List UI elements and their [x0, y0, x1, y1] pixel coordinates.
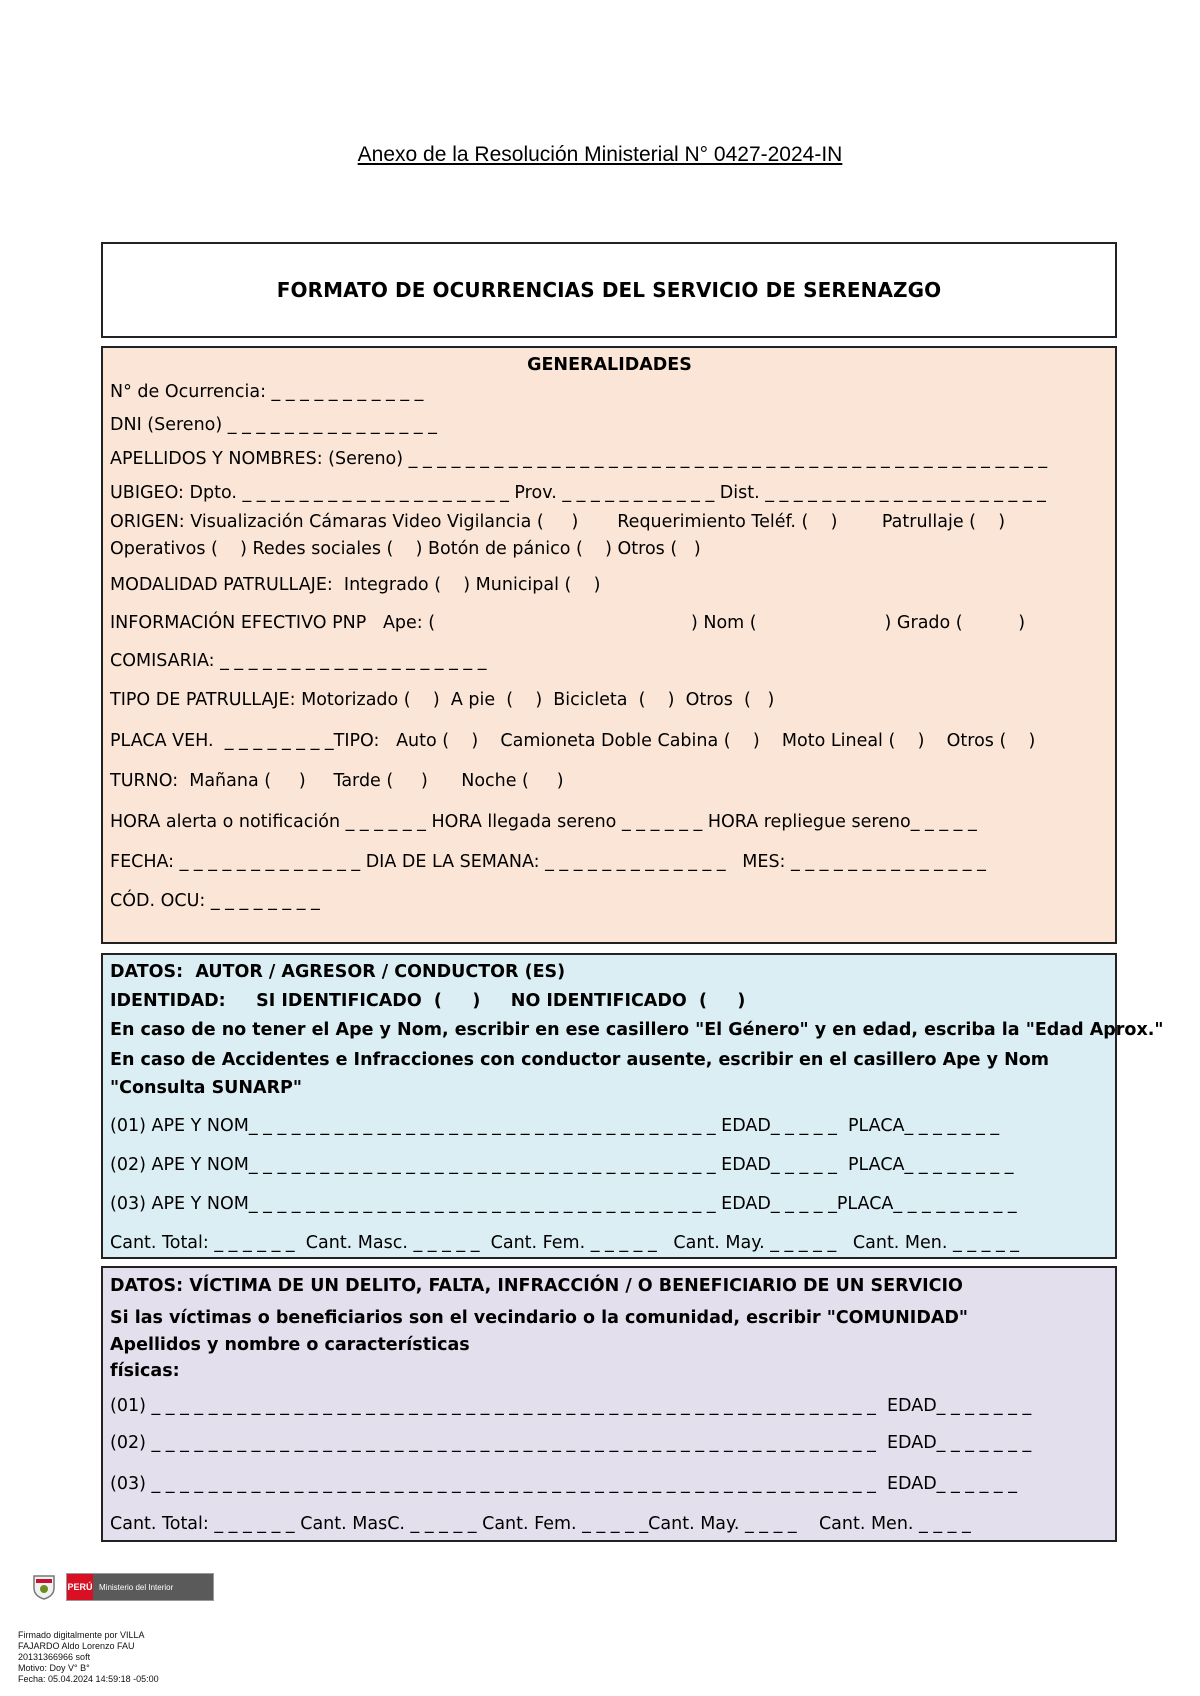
field-informacion-efectivo-pnp[interactable]: INFORMACIÓN EFECTIVO PNP Ape: ( ) Nom ( ) Grado ( ) [110, 613, 1026, 633]
section-victima [101, 1266, 1117, 1542]
ministry-banner [66, 1573, 214, 1601]
autor-row-01[interactable]: (01) APE Y NOM_ _ _ _ _ _ _ _ _ _ _ _ _ _ _ _ _ _ _ _ _ _ _ _ _ _ _ _ _ _ _ _ _ EDAD_ _ _ _ _ PLACA_ _ _ _ _ _ _ [110, 1116, 1000, 1136]
section-autor [101, 953, 1164, 1259]
form-title: FORMATO DE OCURRENCIAS DEL SERVICIO DE SERENAZGO [276, 278, 942, 302]
victima-row-02[interactable]: (02) _ _ _ _ _ _ _ _ _ _ _ _ _ _ _ _ _ _ _ _ _ _ _ _ _ _ _ _ _ _ _ _ _ _ _ _ _ _ _ _ _ _ _ _ _ _ _ _ _ _ _ EDAD_ _ _ _ _ _ _ [110, 1433, 1032, 1453]
field-origen-continued[interactable]: Operativos ( ) Redes sociales ( ) Botón de pánico ( ) Otros ( ) [110, 539, 701, 559]
field-turno[interactable]: TURNO: Mañana ( ) Tarde ( ) Noche ( ) [110, 771, 564, 791]
coat-of-arms-icon [30, 1574, 58, 1600]
field-identidad[interactable]: IDENTIDAD: SI IDENTIFICADO ( ) NO IDENTIFICADO ( ) [110, 991, 746, 1011]
field-ubigeo[interactable]: UBIGEO: Dpto. _ _ _ _ _ _ _ _ _ _ _ _ _ _ _ _ _ _ _ Prov. _ _ _ _ _ _ _ _ _ _ _ Dist. _ _ _ _ _ _ _ _ _ _ _ _ _ _ _ _ _ _ _ _ [110, 483, 1046, 503]
field-numero-ocurrencia[interactable]: N° de Ocurrencia: _ _ _ _ _ _ _ _ _ _ _ [110, 382, 424, 402]
signature-line: FAJARDO Aldo Lorenzo FAU [18, 1641, 135, 1651]
instruction-note: En caso de Accidentes e Infracciones con conductor ausente, escribir en el casillero Ape y Nom "Consulta SUNARP" [110, 1050, 1050, 1098]
autor-row-03[interactable]: (03) APE Y NOM_ _ _ _ _ _ _ _ _ _ _ _ _ _ _ _ _ _ _ _ _ _ _ _ _ _ _ _ _ _ _ _ _ EDAD_ _ _ _ _PLACA_ _ _ _ _ _ _ _ _ [110, 1194, 1017, 1214]
instruction-note: físicas: [110, 1361, 180, 1381]
section-generalidades [101, 346, 1117, 944]
victima-row-01[interactable]: (01) _ _ _ _ _ _ _ _ _ _ _ _ _ _ _ _ _ _ _ _ _ _ _ _ _ _ _ _ _ _ _ _ _ _ _ _ _ _ _ _ _ _ _ _ _ _ _ _ _ _ _ EDAD_ _ _ _ _ _ _ [110, 1396, 1032, 1416]
instruction-note: Apellidos y nombre o características [110, 1335, 470, 1355]
field-apellidos-nombres-sereno[interactable]: APELLIDOS Y NOMBRES: (Sereno) _ _ _ _ _ _ _ _ _ _ _ _ _ _ _ _ _ _ _ _ _ _ _ _ _ _ _ _ _ _ _ _ _ _ _ _ _ _ _ _ _ _ _ _ _ [110, 449, 1048, 469]
field-fecha[interactable]: FECHA: _ _ _ _ _ _ _ _ _ _ _ _ _ DIA DE LA SEMANA: _ _ _ _ _ _ _ _ _ _ _ _ _ MES: _ _ _ _ _ _ _ _ _ _ _ _ _ _ [110, 852, 986, 872]
victima-row-03[interactable]: (03) _ _ _ _ _ _ _ _ _ _ _ _ _ _ _ _ _ _ _ _ _ _ _ _ _ _ _ _ _ _ _ _ _ _ _ _ _ _ _ _ _ _ _ _ _ _ _ _ _ _ _ EDAD_ _ _ _ _ _ [110, 1474, 1017, 1494]
field-codigo-ocurrencia[interactable]: CÓD. OCU: _ _ _ _ _ _ _ _ [110, 891, 320, 911]
autor-row-02[interactable]: (02) APE Y NOM_ _ _ _ _ _ _ _ _ _ _ _ _ _ _ _ _ _ _ _ _ _ _ _ _ _ _ _ _ _ _ _ _ EDAD_ _ _ _ _ PLACA_ _ _ _ _ _ _ _ [110, 1155, 1014, 1175]
logo-ministry: Ministerio del Interior [93, 1574, 213, 1600]
signature-line: Fecha: 05.04.2024 14:59:18 -05:00 [18, 1674, 159, 1684]
field-placa-vehiculo[interactable]: PLACA VEH. _ _ _ _ _ _ _ _TIPO: Auto ( ) Camioneta Doble Cabina ( ) Moto Lineal ( ) Otros ( ) [110, 731, 1036, 751]
digital-signature [18, 1630, 159, 1685]
signature-line: Firmado digitalmente por VILLA [18, 1630, 145, 1640]
section-heading: GENERALIDADES [527, 355, 692, 375]
field-horas[interactable]: HORA alerta o notificación _ _ _ _ _ _ HORA llegada sereno _ _ _ _ _ _ HORA repliegue sereno_ _ _ _ _ [110, 812, 977, 832]
logo-peru: PERÚ [67, 1574, 93, 1600]
section-heading: DATOS: AUTOR / AGRESOR / CONDUCTOR (ES) [110, 962, 566, 982]
field-origen[interactable]: ORIGEN: Visualización Cámaras Video Vigilancia ( ) Requerimiento Teléf. ( ) Patrullaje ( ) [110, 512, 1006, 532]
ministry-logo [30, 1573, 214, 1601]
signature-line: Motivo: Doy V° B° [18, 1663, 90, 1673]
instruction-note: Si las víctimas o beneficiarios son el vecindario o la comunidad, escribir "COMUNIDAD" [110, 1308, 969, 1328]
victima-totals[interactable]: Cant. Total: _ _ _ _ _ _ Cant. MasC. _ _ _ _ _ Cant. Fem. _ _ _ _ _Cant. May. _ _ _ _ Cant. Men. _ _ _ _ [110, 1514, 971, 1534]
instruction-note: En caso de no tener el Ape y Nom, escribir en ese casillero "El Género" y en edad, escriba la "Edad Aprox." [110, 1020, 1164, 1040]
field-dni-sereno[interactable]: DNI (Sereno) _ _ _ _ _ _ _ _ _ _ _ _ _ _ _ [110, 415, 437, 435]
annex-title: Anexo de la Resolución Ministerial N° 0427-2024-IN [357, 143, 843, 166]
signature-line: 20131366966 soft [18, 1652, 91, 1662]
field-modalidad-patrullaje[interactable]: MODALIDAD PATRULLAJE: Integrado ( ) Municipal ( ) [110, 575, 601, 595]
section-heading: DATOS: VÍCTIMA DE UN DELITO, FALTA, INFRACCIÓN / O BENEFICIARIO DE UN SERVICIO [110, 1276, 963, 1296]
autor-totals[interactable]: Cant. Total: _ _ _ _ _ _ Cant. Masc. _ _ _ _ _ Cant. Fem. _ _ _ _ _ Cant. May. _ _ _ _ _ Cant. Men. _ _ _ _ _ [110, 1233, 1020, 1253]
form-title-box [101, 242, 1117, 338]
field-tipo-patrullaje[interactable]: TIPO DE PATRULLAJE: Motorizado ( ) A pie ( ) Bicicleta ( ) Otros ( ) [110, 690, 775, 710]
field-comisaria[interactable]: COMISARIA: _ _ _ _ _ _ _ _ _ _ _ _ _ _ _ _ _ _ _ [110, 651, 487, 671]
